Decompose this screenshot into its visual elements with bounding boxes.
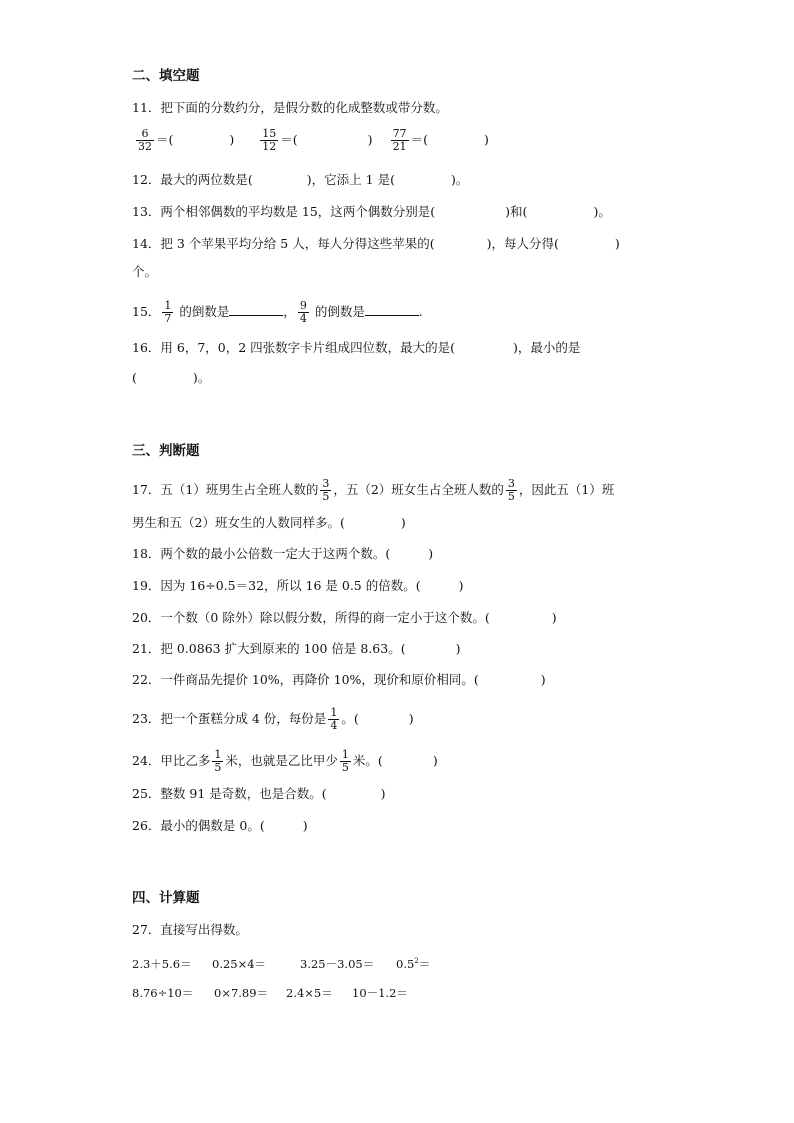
- answer-blank[interactable]: [229, 304, 283, 316]
- answer-blank[interactable]: [365, 304, 419, 316]
- question-11: 11．把下面的分数约分，是假分数的化成整数或带分数。: [132, 100, 448, 115]
- question-17-cont: 男生和五（2）班女生的人数同样多。( ): [132, 515, 406, 530]
- fraction-1-5: $\frac{1}{5}$: [214, 748, 222, 774]
- question-25: 25．整数 91 是奇数，也是合数。( ): [132, 786, 386, 801]
- question-11-fractions: $\frac{6}{32}$ ＝( ) $\frac{15}{12}$ ＝( ) $\frac{77}{21}$ ＝( ): [138, 127, 489, 153]
- question-17: 17．五（1）班男生占全班人数的 $\frac{3}{5}$ ，五（2）班女生占全班人数的 $\frac{3}{5}$ ，因此五（1）班: [132, 477, 615, 503]
- question-15: 15． $\frac{1}{7}$ 的倒数是 ， $\frac{9}{4}$ 的倒数是 .: [132, 299, 423, 325]
- fraction-6-32: $\frac{6}{32}$: [138, 127, 152, 153]
- section-title-judge: 三、判断题: [132, 443, 200, 459]
- fraction-15-12: $\frac{15}{12}$: [262, 127, 277, 153]
- calc-row-2: 8.76÷10＝ 0×7.89＝ 2.4×5＝ 10－1.2＝: [132, 986, 408, 1000]
- question-20: 20．一个数（0 除外）除以假分数，所得的商一定小于这个数。( ): [132, 610, 557, 625]
- question-23: 23．把一个蛋糕分成 4 份，每份是 $\frac{1}{4}$ 。( ): [132, 706, 414, 732]
- question-18: 18．两个数的最小公倍数一定大于这两个数。( ): [132, 546, 434, 561]
- question-26: 26．最小的偶数是 0。( ): [132, 818, 308, 833]
- fraction-1-4: $\frac{1}{4}$: [330, 706, 338, 732]
- question-12: 12．最大的两位数是( )，它添上 1 是( )。: [132, 172, 469, 187]
- section-title-calc: 四、计算题: [132, 890, 200, 906]
- section-title-fill: 二、填空题: [132, 68, 200, 84]
- fraction-3-5: $\frac{3}{5}$: [507, 477, 515, 503]
- fraction-3-5: $\frac{3}{5}$: [322, 477, 330, 503]
- calc-row-1: $2.3+5.6= 0.25\times 4= 3.25-3.05= 0.5^2=$: [132, 956, 431, 971]
- question-27: 27．直接写出得数。: [132, 922, 248, 937]
- question-16-cont: ( )。: [132, 370, 211, 385]
- question-24: 24．甲比乙多 $\frac{1}{5}$ 米，也就是乙比甲少 $\frac{1}{5}$ 米。( ): [132, 748, 438, 774]
- question-14-cont: 个。: [132, 264, 158, 279]
- fraction-1-5: $\frac{1}{5}$: [341, 748, 349, 774]
- question-16: 16．用 6，7，0，2 四张数字卡片组成四位数，最大的是( )，最小的是: [132, 340, 581, 355]
- fraction-9-4: $\frac{9}{4}$: [299, 299, 307, 325]
- fraction-1-7: $\frac{1}{7}$: [164, 299, 172, 325]
- question-14: 14．把 3 个苹果平均分给 5 人，每人分得这些苹果的( )，每人分得( ): [132, 236, 620, 251]
- fraction-77-21: $\frac{77}{21}$: [392, 127, 407, 153]
- question-21: 21．把 0.0863 扩大到原来的 100 倍是 8.63。( ): [132, 641, 461, 656]
- question-19: 19．因为 16÷0.5＝32，所以 16 是 0.5 的倍数。( ): [132, 578, 464, 593]
- question-22: 22．一件商品先提价 10%，再降价 10%，现价和原价相同。( ): [132, 672, 546, 687]
- question-13: 13．两个相邻偶数的平均数是 15，这两个偶数分别是( )和( )。: [132, 204, 611, 219]
